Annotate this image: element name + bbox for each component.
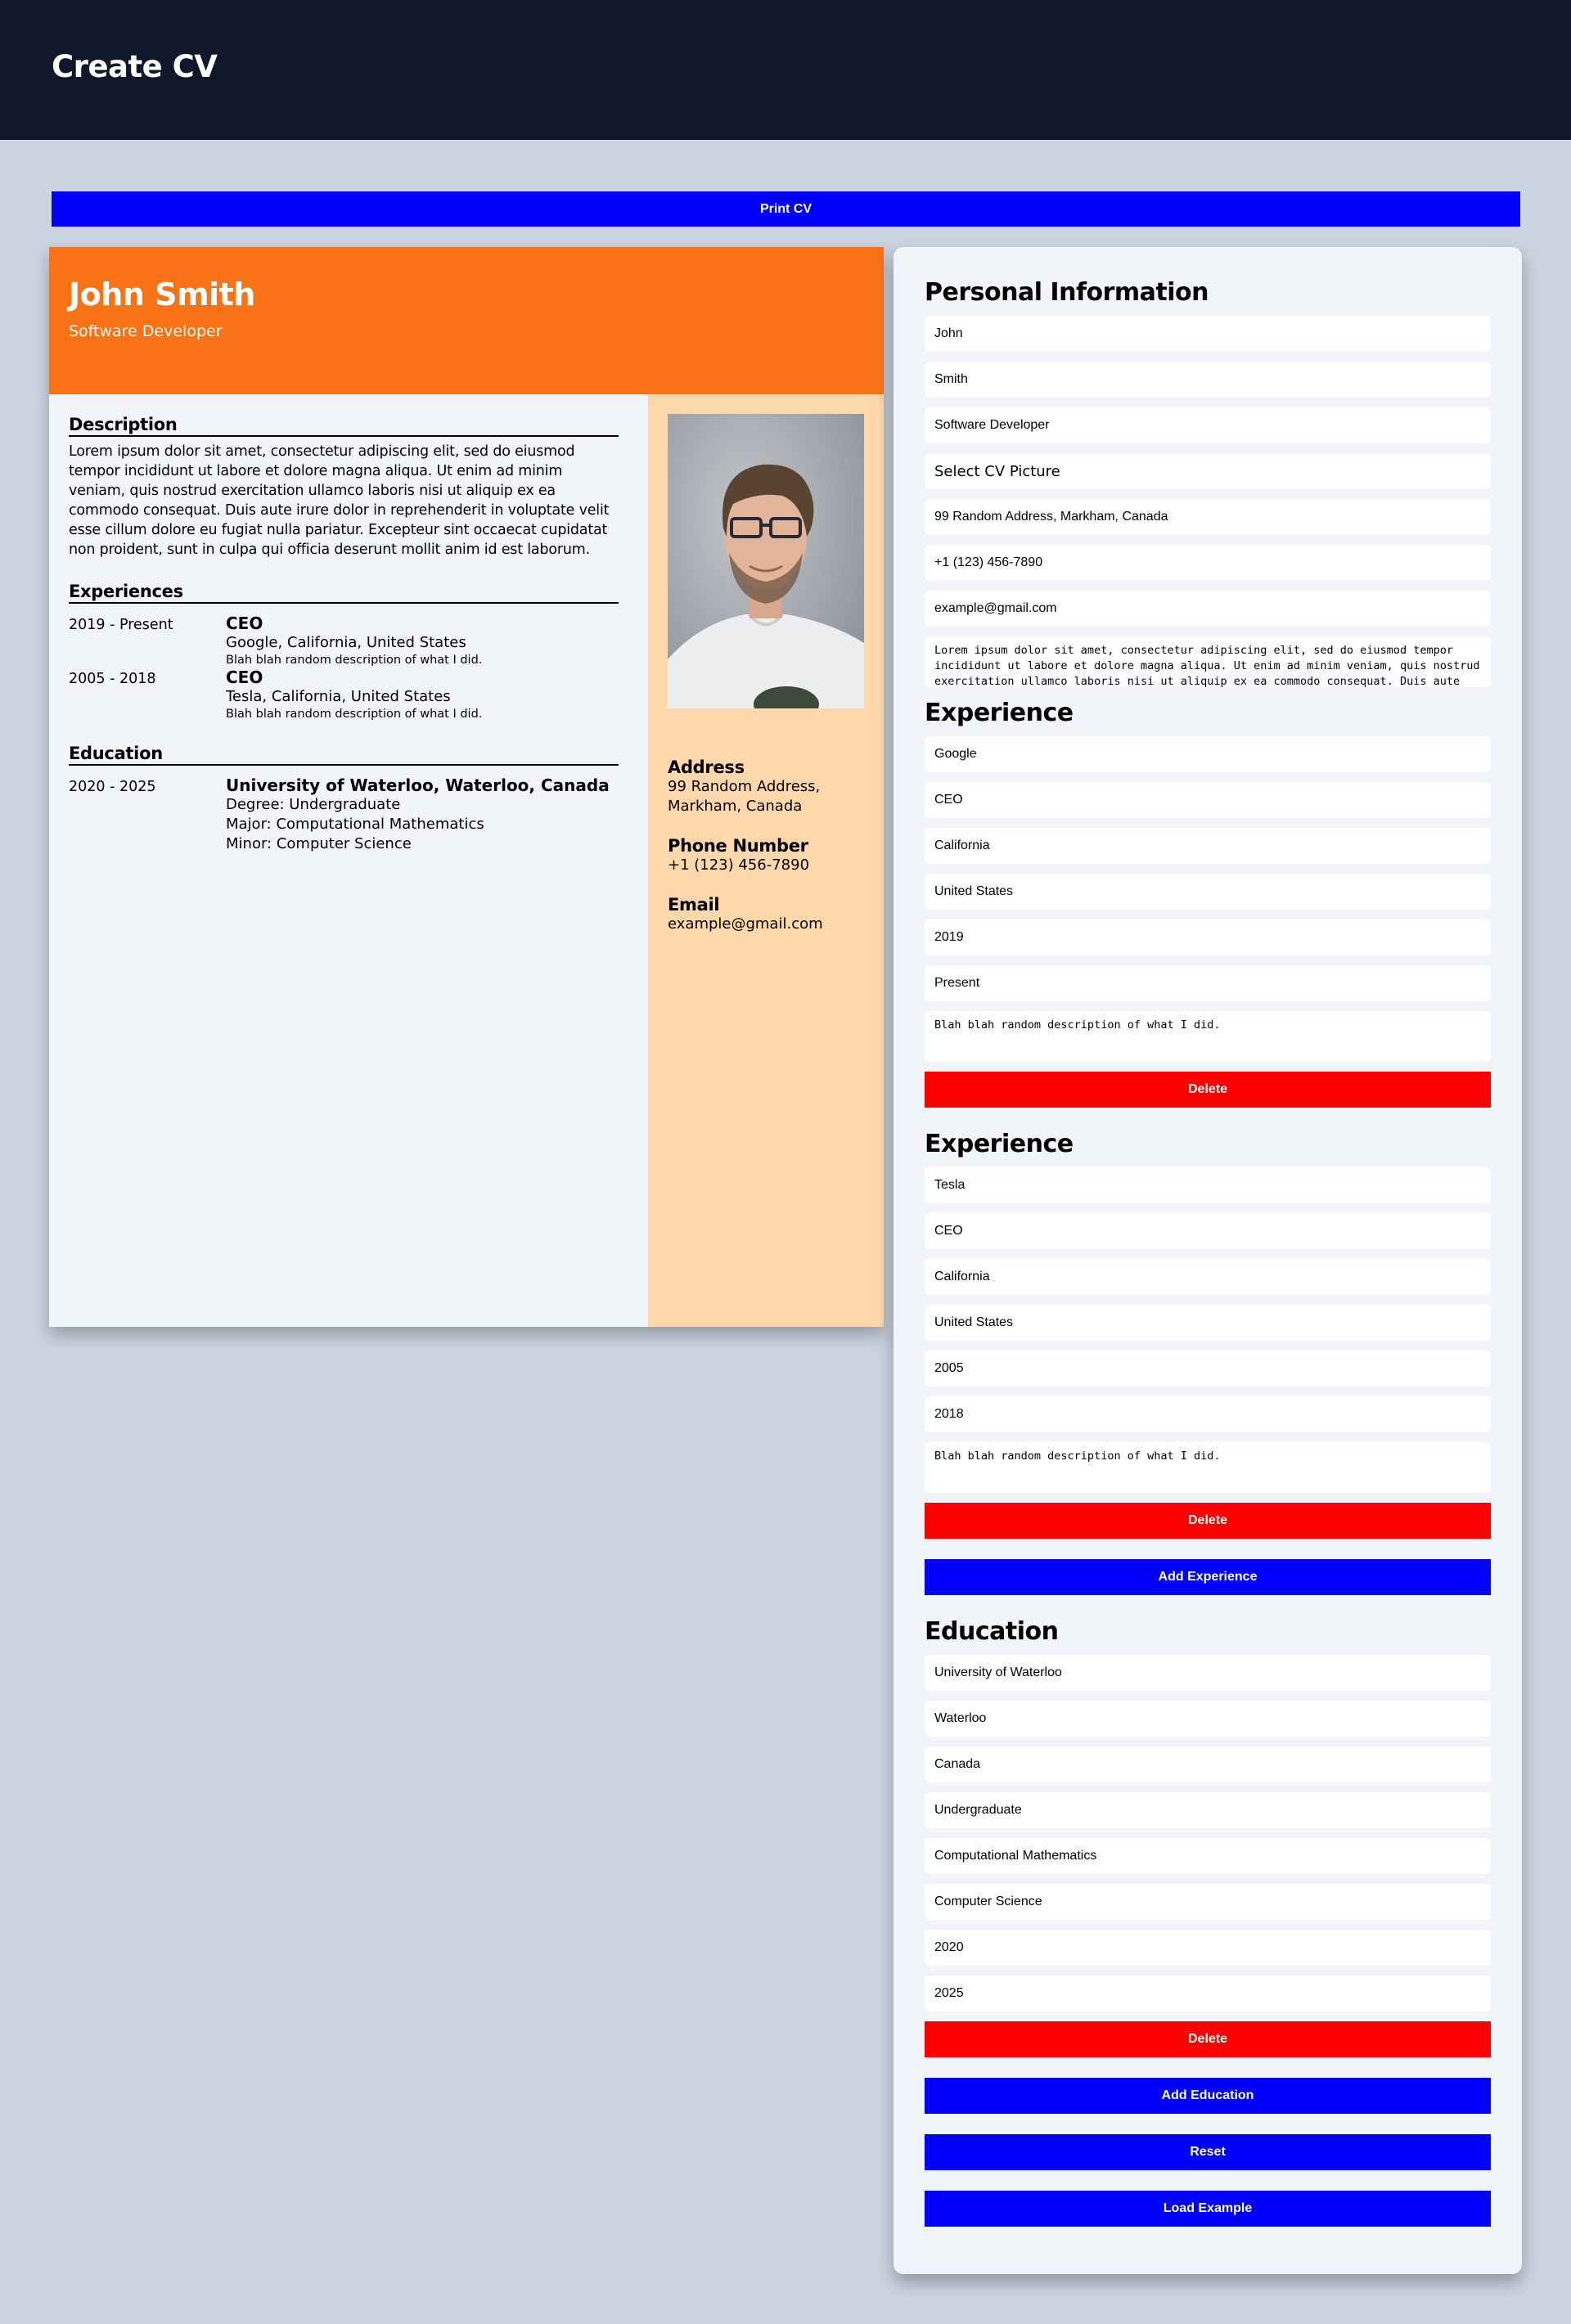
education-city-input[interactable]: [925, 1701, 1491, 1737]
education-heading: Education: [69, 743, 619, 766]
delete-education-button[interactable]: Delete: [925, 2021, 1491, 2057]
top-bar: [0, 0, 1571, 140]
experience-entry: [69, 668, 619, 721]
delete-experience-button[interactable]: Delete: [925, 1072, 1491, 1108]
experience-description: Blah blah random description of what I did.: [226, 708, 483, 721]
cv-education-section: [69, 743, 648, 854]
personal-info-heading: Personal Information: [925, 278, 1209, 307]
cv-sidebar: [648, 394, 884, 1327]
education-country-input[interactable]: [925, 1746, 1491, 1782]
cv-preview: [49, 247, 884, 1327]
experience-role: CEO: [226, 668, 263, 687]
select-cv-picture-input[interactable]: [925, 453, 1491, 489]
page-title: Create CV: [52, 49, 218, 84]
add-experience-button[interactable]: Add Experience: [925, 1559, 1491, 1595]
portrait-image: [668, 414, 864, 708]
address-value: 99 Random Address, Markham, Canada: [668, 778, 821, 815]
cv-header: [49, 247, 884, 394]
role-input[interactable]: [925, 782, 1491, 818]
experience-form-section: [925, 1128, 1491, 1539]
address-label: Address: [668, 757, 745, 777]
job-title-input[interactable]: [925, 407, 1491, 443]
cv-experiences-section: [69, 581, 648, 721]
experiences-heading: Experiences: [69, 581, 619, 604]
description-textarea[interactable]: [925, 636, 1491, 687]
experience-form-section: [925, 697, 1491, 1108]
cv-main-column: [49, 394, 648, 1327]
education-end-year-input[interactable]: [925, 1976, 1491, 2012]
personal-info-section: [925, 276, 1491, 687]
education-school: University of Waterloo, Waterloo, Canada: [226, 775, 610, 795]
experience-heading: Experience: [925, 1130, 1074, 1158]
city-input[interactable]: [925, 1259, 1491, 1295]
city-input[interactable]: [925, 828, 1491, 864]
cv-job-title: Software Developer: [69, 322, 223, 340]
print-cv-button[interactable]: Print CV: [52, 191, 1520, 227]
education-start-year-input[interactable]: [925, 1930, 1491, 1966]
experience-dates: 2005 - 2018: [69, 671, 156, 687]
experience-role: CEO: [226, 614, 263, 633]
phone-label: Phone Number: [668, 836, 808, 856]
education-entry: [69, 775, 619, 854]
phone-input[interactable]: [925, 545, 1491, 581]
cv-editor-panel: [894, 247, 1522, 2274]
description-text: Lorem ipsum dolor sit amet, consectetur adipiscing elit, sed do eiusmod tempor incididunt ut labore et dolore magna aliqua. Ut enim ad minim veniam, quis nostrud exercitation ullamco laboris nisi ut aliquip ex ea commodo consequat. Duis aute irure dolor in reprehenderit in voluptate velit esse cillum dolore eu fugiat nulla pariatur. Excepteur sint occaecat cupidatat non proident, sunt in culpa qui officia deserunt mollit anim id est laborum.: [69, 443, 610, 558]
add-education-button[interactable]: Add Education: [925, 2078, 1491, 2114]
first-name-input[interactable]: [925, 316, 1491, 352]
country-input[interactable]: [925, 1305, 1491, 1341]
company-input[interactable]: [925, 1167, 1491, 1203]
start-year-input[interactable]: [925, 919, 1491, 955]
experience-list: [69, 614, 648, 721]
contact-email: [668, 895, 864, 934]
experience-dates: 2019 - Present: [69, 617, 173, 633]
cv-name: John Smith: [69, 276, 255, 312]
cv-description-section: [69, 414, 648, 560]
degree-input[interactable]: [925, 1792, 1491, 1828]
last-name-input[interactable]: [925, 362, 1491, 398]
education-list: [69, 775, 648, 854]
education-major: Major: Computational Mathematics: [226, 816, 484, 833]
experience-heading: Experience: [925, 699, 1074, 727]
select-cv-picture-label: Select CV Picture: [934, 462, 1060, 480]
education-form-section: [925, 1616, 1491, 2057]
contact-address: [668, 757, 864, 816]
address-input[interactable]: [925, 499, 1491, 535]
end-year-input[interactable]: [925, 965, 1491, 1001]
reset-button[interactable]: Reset: [925, 2134, 1491, 2170]
email-value: example@gmail.com: [668, 915, 823, 933]
contact-info: [668, 757, 864, 934]
role-input[interactable]: [925, 1213, 1491, 1249]
load-example-button[interactable]: Load Example: [925, 2191, 1491, 2227]
company-input[interactable]: [925, 736, 1491, 772]
education-minor: Minor: Computer Science: [226, 835, 412, 852]
delete-experience-button[interactable]: Delete: [925, 1503, 1491, 1539]
phone-value: +1 (123) 456-7890: [668, 856, 810, 874]
experience-description-textarea[interactable]: [925, 1011, 1491, 1062]
email-label: Email: [668, 895, 720, 915]
education-heading: Education: [925, 1617, 1059, 1646]
contact-phone: [668, 836, 864, 875]
experience-description: Blah blah random description of what I did.: [226, 654, 483, 667]
major-input[interactable]: [925, 1838, 1491, 1874]
cv-photo: [668, 414, 864, 708]
education-dates: 2020 - 2025: [69, 779, 156, 795]
description-heading: Description: [69, 414, 619, 437]
end-year-input[interactable]: [925, 1396, 1491, 1432]
minor-input[interactable]: [925, 1884, 1491, 1920]
experience-description-textarea[interactable]: [925, 1442, 1491, 1493]
country-input[interactable]: [925, 874, 1491, 910]
education-degree: Degree: Undergraduate: [226, 796, 401, 813]
school-input[interactable]: [925, 1655, 1491, 1691]
experience-entry: [69, 614, 619, 668]
experience-place: Google, California, United States: [226, 634, 466, 651]
experience-details: [226, 614, 619, 668]
email-input[interactable]: [925, 591, 1491, 627]
start-year-input[interactable]: [925, 1351, 1491, 1387]
experience-place: Tesla, California, United States: [226, 688, 451, 705]
experience-details: [226, 668, 619, 721]
education-details: [226, 775, 619, 854]
